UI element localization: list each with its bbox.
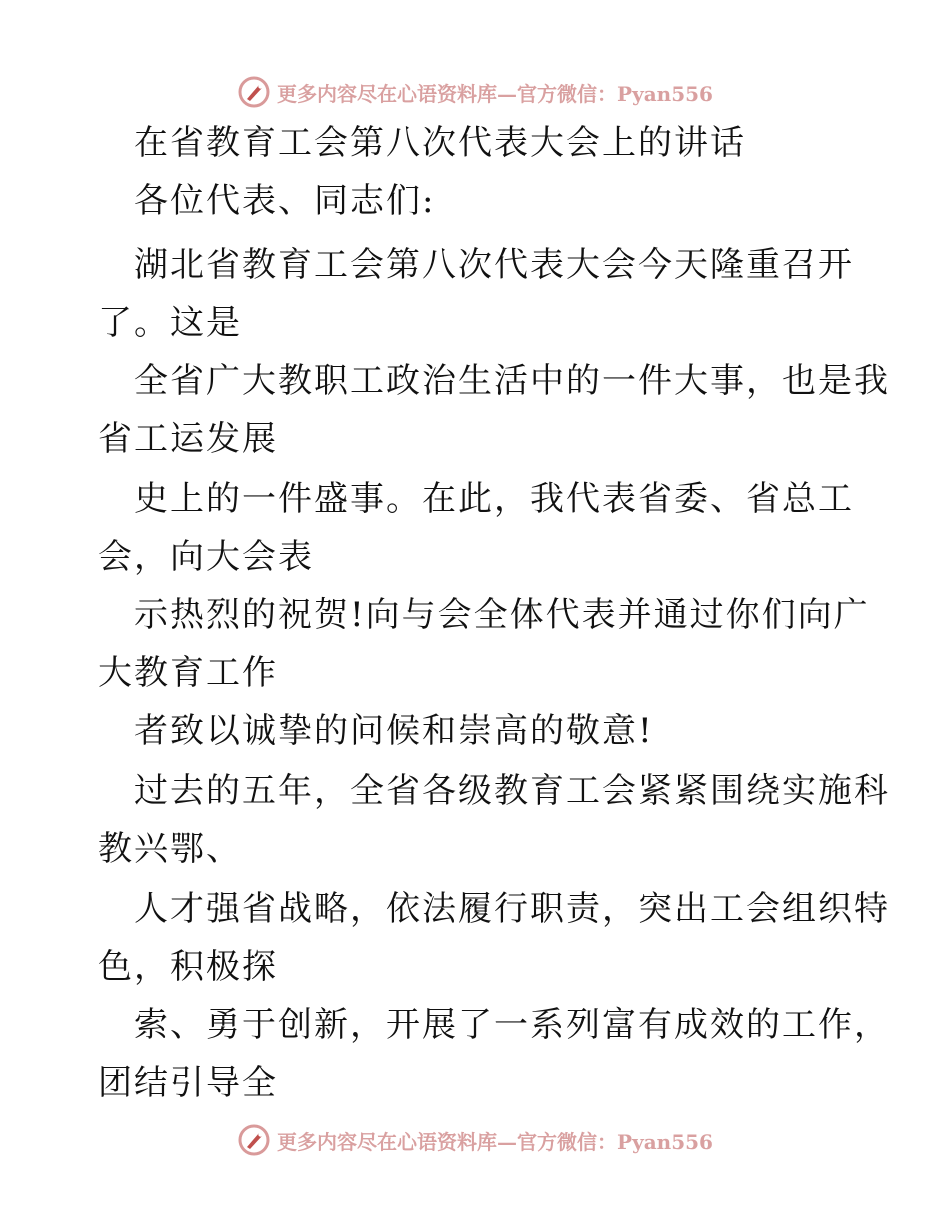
footer-watermark (0, 1120, 950, 1160)
paragraph-line: 人才强省战略，依法履行职责，突出工会组织特 (134, 889, 890, 929)
paragraph-line: 了。这是 (98, 303, 242, 343)
paragraph-line: 会，向大会表 (98, 537, 314, 577)
paragraph-line: 湖北省教育工会第八次代表大会今天隆重召开 (134, 245, 854, 285)
watermark-text: 更多内容尽在心语资料库—官方微信：Pyan556 (277, 1129, 713, 1154)
header-watermark (0, 72, 950, 112)
paragraph-line: 示热烈的祝贺!向与会全体代表并通过你们向广 (134, 595, 870, 635)
paragraph-line: 过去的五年，全省各级教育工会紧紧围绕实施科 (134, 771, 890, 811)
paragraph-line: 全省广大教职工政治生活中的一件大事，也是我 (134, 361, 890, 401)
pen-nib-logo-icon (237, 75, 271, 109)
paragraph-line: 省工运发展 (98, 419, 278, 459)
paragraph-line: 大教育工作 (98, 653, 278, 693)
watermark-text: 更多内容尽在心语资料库—官方微信：Pyan556 (277, 81, 713, 106)
paragraph-line: 史上的一件盛事。在此，我代表省委、省总工 (134, 479, 854, 519)
paragraph-line: 教兴鄂、 (98, 829, 242, 869)
pen-nib-logo-icon (237, 1123, 271, 1157)
paragraph-line: 索、勇于创新，开展了一系列富有成效的工作， (134, 1005, 890, 1045)
document-title: 在省教育工会第八次代表大会上的讲话 (134, 123, 746, 163)
paragraph-line: 团结引导全 (98, 1063, 278, 1103)
paragraph-line: 者致以诚挚的问候和崇高的敬意! (134, 711, 654, 751)
paragraph-line: 色，积极探 (98, 947, 278, 987)
salutation: 各位代表、同志们: (134, 181, 436, 221)
